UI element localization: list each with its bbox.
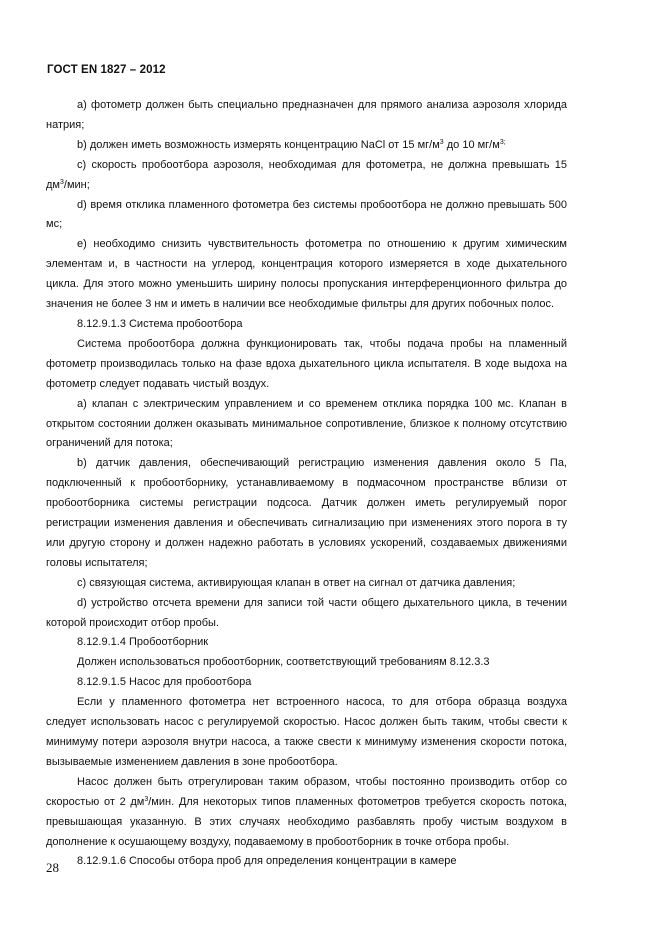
paragraph-pump-adjustment: Насос должен быть отрегулирован таким образом, чтобы постоянно производить отбор со скоростью от 2 $дм^3$/мин. Для некоторых типов пламенных фотометров требуется скорость потока, превышающая указанную. В этих случаях необходимо разбавлять пробу чистым воздухом в дополнение к осушающему воздуху, подаваемому в пробоотборник в точке отбора пробы. bbox=[46, 775, 567, 848]
document-header: ГОСТ EN 1827 – 2012 bbox=[47, 64, 166, 76]
section-heading-8-12-9-1-5: 8.12.9.1.5 Насос для пробоотбора bbox=[77, 676, 252, 689]
list-item-a: a) фотометр должен быть специально предназначен для прямого анализа аэрозоля хлорида натрия; bbox=[46, 99, 567, 131]
list-item-linking-system: с) связующая система, активирующая клапан в ответ на сигнал от датчика давления; bbox=[77, 576, 516, 589]
list-item-valve: a) клапан с электрическим управлением и со временем отклика порядка 100 мс. Клапан в открытом состоянии должен оказывать минимальное сопротивление, близкое к полному отсутствию ограничений для потока; bbox=[46, 397, 567, 450]
section-heading-8-12-9-1-4: 8.12.9.1.4 Пробоотборник bbox=[77, 636, 209, 649]
page-number: 28 bbox=[46, 860, 59, 875]
list-item-c: с) скорость пробоотбора аэрозоля, необходимая для фотометра, не должна превышать 15 $дм^3$/мин; bbox=[46, 158, 567, 191]
paragraph-sampler: Должен использоваться пробоотборник, соответствующий требованиям 8.12.3.3 bbox=[77, 656, 490, 669]
list-item-timer: d) устройство отсчета времени для записи той части общего дыхательного цикла, в течении которой происходит отбор пробы. bbox=[46, 596, 567, 629]
list-item-b: b) должен иметь возможность измерять концентрацию NaCl от 15 $мг/м^3$ до 10 $мг/м^{3;}$ bbox=[77, 138, 506, 151]
section-heading-8-12-9-1-6: 8.12.9.1.6 Способы отбора проб для определения концентрации в камере bbox=[77, 855, 457, 868]
list-item-e: е) необходимо снизить чувствительность фотометра по отношению к другим химическим элементам и, в частности на углерод, концентрация которого измеряется в ходе дыхательного цикла. Для этого можно уменьшить ширину полосы пропускания интерференционного фильтра до значения не более 3 нм и иметь в наличии все необходимые фильтры для других побочных полос. bbox=[46, 238, 567, 311]
document-body bbox=[46, 96, 567, 872]
paragraph-pump: Если у пламенного фотометра нет встроенного насоса, то для отбора образца воздуха следует использовать насос с регулируемой скоростью. Насос должен быть таким, чтобы свести к минимуму потери аэрозоля внутри насоса, а также свести к минимуму изменения скорости потока, вызываемые изменением давления в зоне пробоотбора. bbox=[46, 696, 567, 768]
section-heading-8-12-9-1-3: 8.12.9.1.3 Система пробоотбора bbox=[77, 317, 243, 330]
list-item-pressure-sensor: b) датчик давления, обеспечивающий регистрацию изменения давления около 5 Па, подключенный к пробоотборнику, устанавливаемому в подмасочном пространстве вблизи от пробоотборника системы регистрации подсоса. Датчик должен иметь регулируемый порог регистрации изменения давления и обеспечивать сигнализацию при изменениях этого порога в ту или другую сторону и должен надежно работать в условиях ускорений, создаваемых движениями головы испытателя; bbox=[46, 457, 567, 569]
list-item-d: d) время отклика пламенного фотометра без системы пробоотбора не должно превышать 500 мс; bbox=[46, 198, 567, 231]
paragraph-sampling-system: Система пробоотбора должна функционировать так, чтобы подача пробы на пламенный фотометр производилась только на фазе вдоха дыхательного цикла испытателя. В ходе выдоха на фотометр следует подавать чистый воздух. bbox=[46, 337, 567, 390]
